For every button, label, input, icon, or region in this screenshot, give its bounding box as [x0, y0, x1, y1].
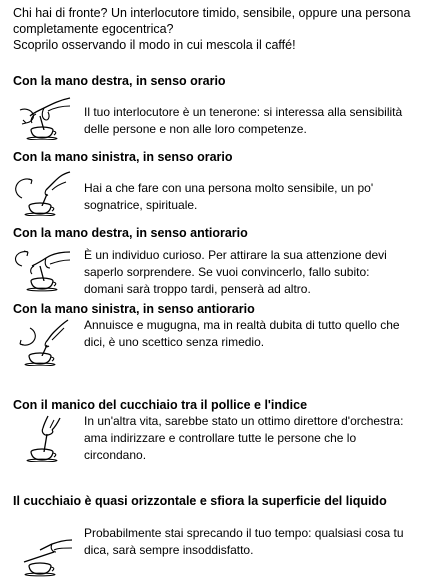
section-text-right-counterclockwise: È un individuo curioso. Per attirare la sua attenzione devi saperlo sorprendere. Se vuoi convincerlo, fallo subito: domani sarà troppo tardi, penserà ad altro.: [84, 248, 387, 296]
intro-question: Chi hai di fronte? Un interlocutore timido, sensibile, oppure una persona completamente egocentrica?: [13, 6, 411, 36]
section-text-left-counterclockwise: Annuisce e mugugna, ma in realtà dubita di tutto quello che dici, è uno scettico senza rimedio.: [84, 318, 400, 349]
left-hand-clockwise-stirring-icon: [14, 168, 72, 216]
section-text-thumb-index: In un'altra vita, sarebbe stato un ottimo direttore d'orchestra: ama indirizzare e controllare tutte le persone che lo circondano.: [84, 414, 404, 462]
section-title-horizontal-spoon: Il cucchiaio è quasi orizzontale e sfiora la superficie del liquido: [13, 494, 387, 508]
left-hand-counterclockwise-stirring-icon: [14, 318, 72, 366]
section-text-left-clockwise: Hai a che fare con una persona molto sensibile, un po' sognatrice, spirituale.: [84, 181, 374, 212]
intro: [13, 5, 413, 53]
horizontal-spoon-stirring-icon: [14, 530, 72, 578]
thumb-index-spoon-handle-icon: [14, 414, 72, 462]
section-title-thumb-index: Con il manico del cucchiaio tra il pollice e l'indice: [13, 398, 308, 412]
right-hand-clockwise-stirring-icon: [14, 92, 72, 140]
section-title-left-counterclockwise: Con la mano sinistra, in senso antiorario: [13, 302, 255, 316]
right-hand-counterclockwise-stirring-icon: [14, 244, 72, 292]
section-title-left-clockwise: Con la mano sinistra, in senso orario: [13, 150, 233, 164]
section-title-right-clockwise: Con la mano destra, in senso orario: [13, 74, 226, 88]
section-text-right-clockwise: Il tuo interlocutore è un tenerone: si interessa alla sensibilità delle persone e non alle loro competenze.: [84, 105, 403, 136]
intro-instruction: Scoprilo osservando il modo in cui mescola il caffé!: [13, 38, 296, 52]
section-text-horizontal-spoon: Probabilmente stai sprecando il tuo tempo: qualsiasi cosa tu dica, sarà sempre insoddisfatto.: [84, 526, 404, 557]
section-title-right-counterclockwise: Con la mano destra, in senso antiorario: [13, 226, 248, 240]
